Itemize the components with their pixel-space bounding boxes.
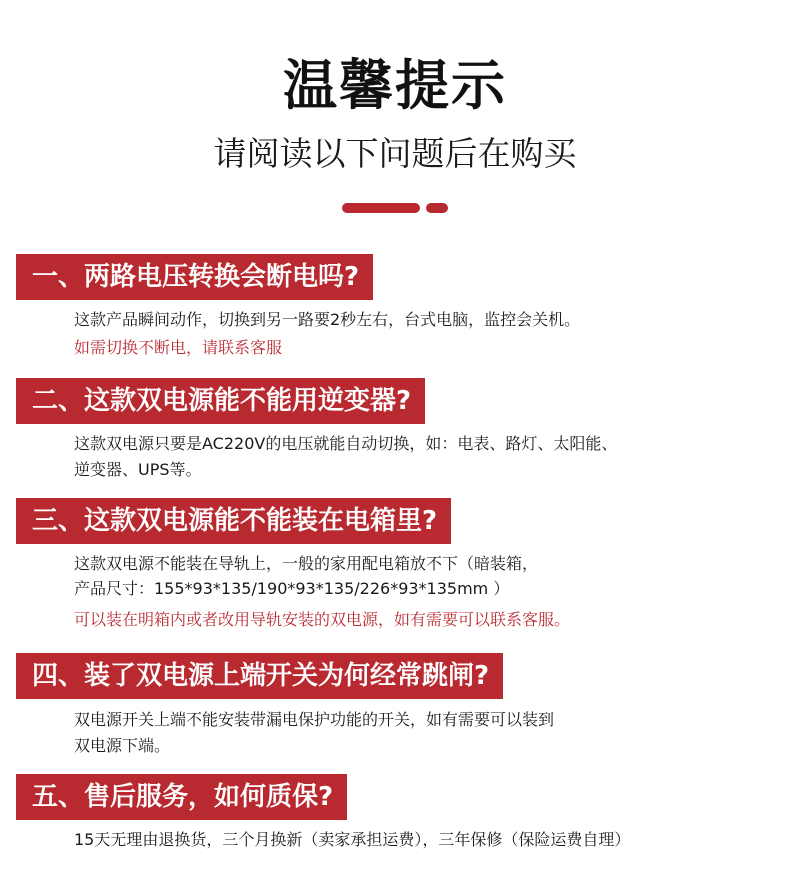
question-heading-2: 二、这款双电源能不能用逆变器?: [16, 378, 425, 424]
answer-line: 这款双电源不能装在导轨上，一般的家用配电箱放不下（暗装箱，: [74, 554, 539, 573]
question-heading-5: 五、售后服务，如何质保?: [16, 774, 347, 820]
page-title: 温馨提示: [283, 54, 507, 117]
question-heading-4: 四、装了双电源上端开关为何经常跳闸?: [16, 653, 503, 699]
page-subtitle: 请阅读以下问题后在购买: [213, 134, 577, 173]
answer-line: 产品尺寸：155*93*135/190*93*135/226*93*135mm ）: [74, 579, 510, 598]
answer-line: 这款双电源只要是AC220V的电压就能自动切换，如：电表、路灯、太阳能、: [74, 434, 618, 453]
question-heading-3: 三、这款双电源能不能装在电箱里?: [16, 498, 451, 544]
answer-note-red: 可以装在明箱内或者改用导轨安装的双电源，如有需要可以联系客服。: [74, 610, 571, 629]
decorative-divider-short: [426, 203, 448, 213]
answer-line: 双电源开关上端不能安装带漏电保护功能的开关，如有需要可以装到: [74, 710, 555, 729]
question-heading-1: 一、两路电压转换会断电吗?: [16, 254, 373, 300]
answer-line: 这款产品瞬间动作，切换到另一路要2秒左右，台式电脑，监控会关机。: [74, 310, 581, 329]
answer-line: 逆变器、UPS等。: [74, 460, 202, 479]
decorative-divider-long: [342, 203, 420, 213]
answer-note-red: 如需切换不断电，请联系客服: [74, 338, 283, 357]
answer-line: 15天无理由退换货，三个月换新（卖家承担运费），三年保修（保险运费自理）: [74, 830, 631, 849]
answer-line: 双电源下端。: [74, 736, 171, 755]
